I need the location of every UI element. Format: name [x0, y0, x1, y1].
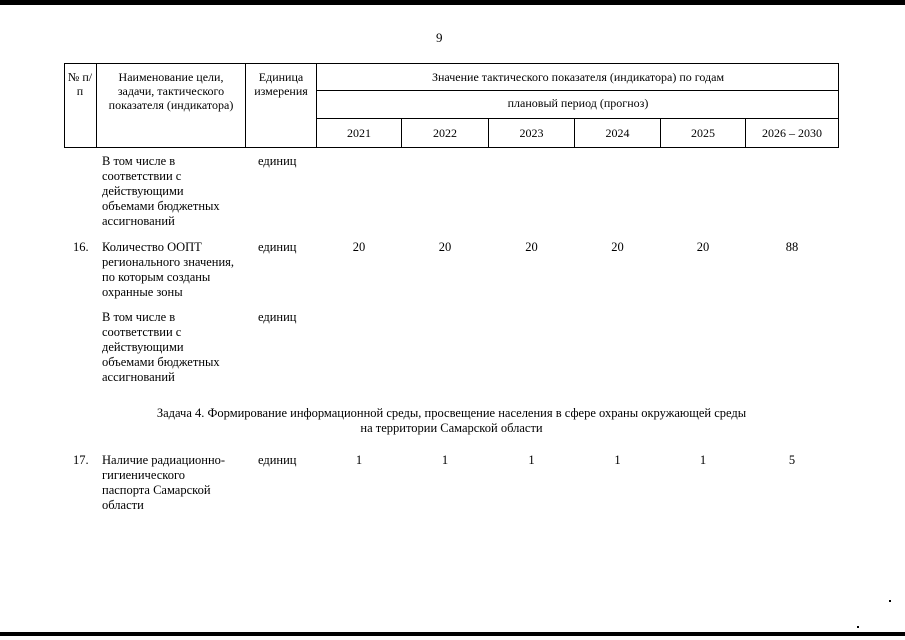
header-year-2023: 2023 [519, 126, 544, 140]
header-year-2022: 2022 [433, 126, 457, 140]
header-value-group: Значение тактического показателя (индикатора) по годам [431, 70, 725, 84]
row-value-2025: 1 [699, 453, 707, 467]
task-heading-line-1: Задача 4. Формирование информационной среды, просвещение населения в сфере охраны окружающей среды [156, 406, 747, 420]
row-unit: единиц [258, 453, 297, 467]
row-value-2021: 1 [355, 453, 363, 467]
row-value-2026-2030: 5 [788, 453, 796, 467]
header-period-group: плановый период (прогноз) [507, 96, 649, 110]
header-year-2025: 2025 [691, 126, 715, 140]
row-number: 16. [73, 240, 89, 254]
row-value-2023: 1 [528, 453, 535, 467]
row-value-2026-2030: 88 [785, 240, 799, 254]
row-value-2023: 20 [525, 240, 538, 254]
bottom-border [0, 632, 905, 636]
row-value-2024: 1 [614, 453, 621, 467]
row-name: Наличие радиационно-гигиенического паспорта Самарской области [102, 453, 226, 512]
top-border [0, 0, 905, 5]
header-year-2021: 2021 [347, 126, 371, 140]
task-heading-line-2: на территории Самарской области [360, 421, 543, 435]
row-value-2022: 1 [441, 453, 449, 467]
header-num: № п/п [67, 70, 93, 98]
row-value-2025: 20 [696, 240, 710, 254]
header-year-2024: 2024 [605, 126, 630, 140]
page-number: 9 [436, 30, 443, 45]
row-name: Количество ООПТ регионального значения, по которым созданы охранные зоны [102, 240, 235, 299]
row-value-2022: 20 [438, 240, 452, 254]
row-value-2021: 20 [352, 240, 366, 254]
row-unit: единиц [258, 154, 297, 168]
row-value-2024: 20 [611, 240, 624, 254]
header-year-2026-2030: 2026 – 2030 [762, 126, 822, 140]
row-unit: единиц [258, 240, 297, 254]
row-name: В том числе в соответствии с действующими объемами бюджетных ассигнований [102, 154, 220, 228]
row-number: 17. [73, 453, 89, 467]
header-unit: Единица измерения [254, 70, 308, 98]
row-name: В том числе в соответствии с действующими объемами бюджетных ассигнований [102, 310, 220, 384]
header-name: Наименование цели, задачи, тактического показателя (индикатора) [108, 70, 234, 112]
scan-speck [889, 600, 891, 602]
row-unit: единиц [258, 310, 297, 324]
scan-speck [857, 626, 859, 628]
